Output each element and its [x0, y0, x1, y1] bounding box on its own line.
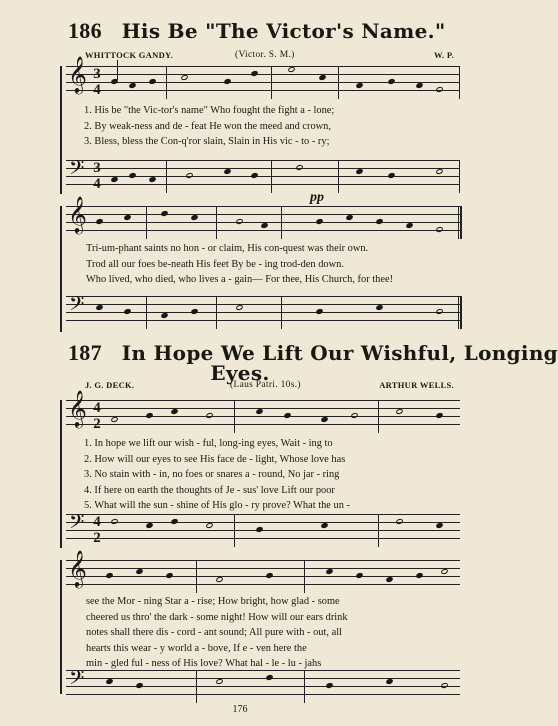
- hymn-186-author: W. P.: [433, 50, 454, 60]
- bass-staff: [66, 666, 460, 702]
- time-signature: 3 4: [93, 160, 101, 192]
- bass-clef-icon: 𝄢: [69, 156, 85, 184]
- verse-line: see the Mor - ning Star a - rise; How bright, how glad - some: [86, 596, 340, 607]
- verse-line: 2. How will our eyes to see His face de - light, Whose love has: [84, 453, 346, 465]
- verse-line: 2. By weak-ness and de - feat He won the meed and crown,: [84, 120, 331, 132]
- bass-clef-icon: 𝄢: [69, 510, 85, 538]
- verse-line: cheered us thro' the dark - some night! How will our ears drink: [86, 611, 348, 623]
- hymn-186-title: [68, 18, 446, 44]
- verse-line: min - gled ful - ness of His love? What hal - le - lu - jahs: [86, 658, 322, 669]
- verse-line: hearts this wear - y world a - bove, If e - ven here the: [86, 642, 307, 654]
- hymn-187-lines2: [86, 594, 460, 672]
- hymn-187-number: 187: [68, 340, 102, 365]
- time-signature: 3 4: [93, 66, 101, 98]
- verse-line: 1. In hope we lift our wish - ful, long-ing eyes, Wait - ing to: [84, 438, 333, 449]
- verse-line: 3. Bless, bless the Con-q'ror slain, Slain in His vic - to - ry;: [84, 136, 330, 147]
- verse-line: Trod all our foes be-neath His feet By be - ing trod-den down.: [86, 258, 344, 270]
- hymn-186-composer: WHITTOCK GANDY.: [85, 50, 174, 60]
- hymn-187-verses: [84, 436, 460, 514]
- hymn-187-tune: (Laus Patri. 10s.): [230, 380, 301, 390]
- bass-clef-icon: 𝄢: [69, 292, 85, 320]
- verse-line: 5. What will the sun - shine of His glo - ry prove? What the un -: [84, 500, 350, 511]
- treble-clef-icon: 𝄞: [68, 389, 87, 427]
- hymn-187-name-line1: In Hope We Lift Our Wishful, Longing: [121, 341, 558, 365]
- bass-staff: [66, 510, 460, 546]
- treble-clef-icon: 𝄞: [68, 549, 87, 587]
- hymn-186-tune: (Victor. S. M.): [235, 50, 295, 60]
- treble-clef-icon: 𝄞: [68, 55, 87, 93]
- treble-clef-icon: 𝄞: [68, 195, 87, 233]
- bass-staff: [66, 292, 460, 328]
- verse-line: Tri-um-phant saints no hon - or claim, His con-quest was their own.: [86, 243, 369, 254]
- hymn-186-lines2: [86, 241, 460, 288]
- hymn-186-name: His Be "The Victor's Name.": [121, 19, 446, 43]
- bass-staff: [66, 156, 460, 192]
- dynamic-marking: pp: [310, 190, 324, 205]
- page-number: 176: [232, 704, 248, 715]
- time-signature: 4 2: [93, 400, 101, 432]
- bass-clef-icon: 𝄢: [69, 666, 85, 694]
- time-signature: 4 2: [93, 514, 101, 546]
- verse-line: 4. If here on earth the thoughts of Je - sus' love Lift our poor: [84, 484, 335, 496]
- verse-line: 1. His be "the Vic-tor's name" Who fought the fight a - lone;: [84, 105, 335, 116]
- hymn-187-name-line2: Eyes.: [210, 361, 270, 385]
- verse-line: notes shall there dis - cord - ant sound; All pure with - out, all: [86, 627, 342, 638]
- verse-line: Who lived, who died, who lives a - gain— For thee, His Church, for thee!: [86, 274, 394, 285]
- treble-staff: [66, 389, 460, 432]
- hymn-187-author: ARTHUR WELLS.: [379, 380, 454, 390]
- verse-line: 3. No stain with - in, no foes or snares a - round, No jar - ring: [84, 469, 340, 480]
- treble-staff: [66, 549, 460, 592]
- hymn-186-verses: [84, 103, 460, 150]
- hymn-186-number: 186: [68, 18, 102, 43]
- hymn-187-composer: J. G. DECK.: [85, 380, 135, 390]
